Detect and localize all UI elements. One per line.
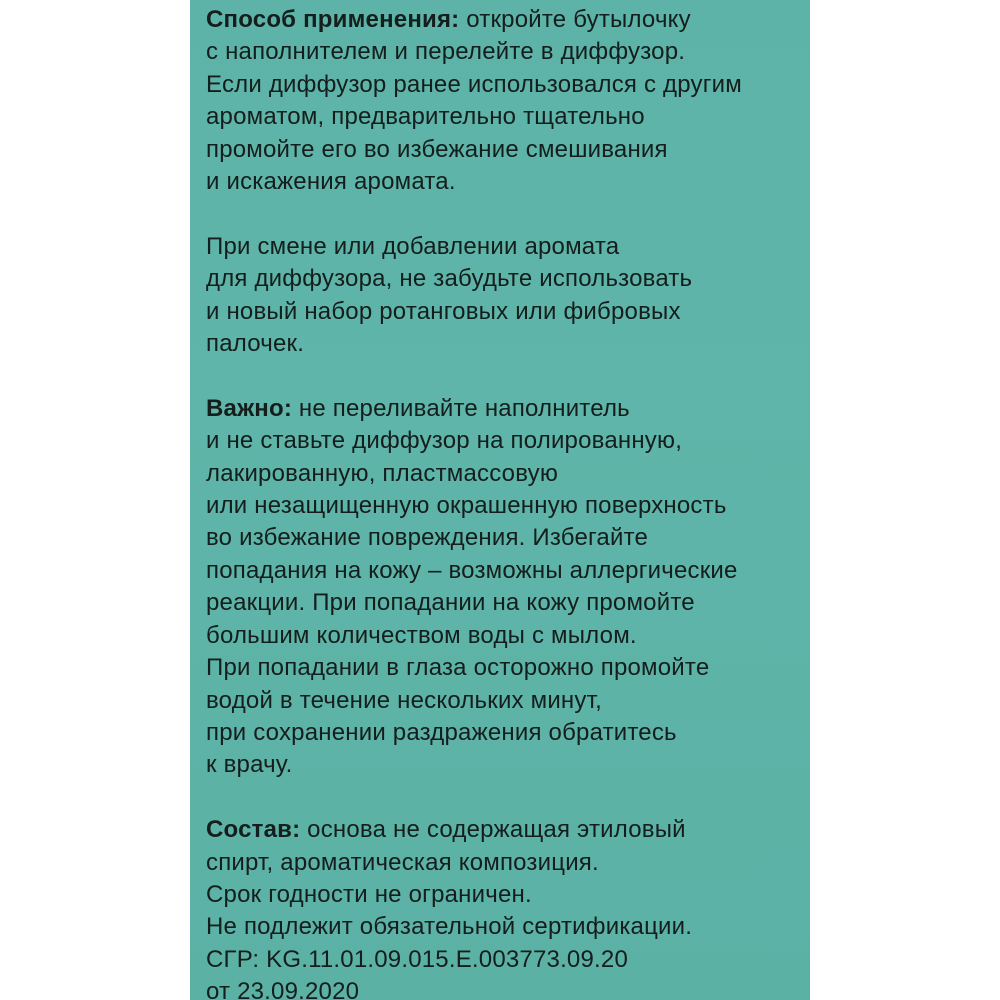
usage-section [206,4,810,198]
important-line [206,393,810,425]
important-line: и не ставьте диффузор на полированную, [206,427,683,455]
replacement-line: палочек. [206,330,305,358]
composition-section [206,814,810,1000]
important-line: При попадании в глаза осторожно промойте [206,654,710,682]
label-text [206,4,810,1000]
usage-line: ароматом, предварительно тщательно [206,103,645,131]
composition-text: основа не содержащая этиловый [307,816,686,844]
paragraph-gap [206,782,810,814]
usage-line: Если диффузор ранее использовался с другим [206,70,742,98]
usage-heading: Способ применения: [206,6,460,33]
replacement-line: При смене или добавлении аромата [206,232,620,260]
usage-line: промойте его во избежание смешивания [206,135,668,163]
usage-text: откройте бутылочку [466,6,691,33]
paragraph-gap [206,198,810,230]
important-line: реакции. При попадании на кожу промойте [206,589,695,617]
important-line: большим количеством воды с мылом. [206,621,637,649]
composition-line: спирт, ароматическая композиция. [206,848,599,876]
certification-line: Не подлежит обязательной сертификации. [206,913,693,941]
important-line: или незащищенную окрашенную поверхность [206,492,727,520]
registration-date: от 23.09.2020 [206,978,360,1000]
replacement-line: для диффузора, не забудьте использовать [206,265,693,293]
important-line: к врачу. [206,751,293,779]
shelf-life-line: Срок годности не ограничен. [206,880,532,908]
composition-heading: Состав: [206,816,301,844]
usage-line: и искажения аромата. [206,168,456,196]
replacement-line: и новый набор ротанговых или фибровых [206,297,681,325]
composition-line [206,814,810,846]
important-line: при сохранении раздражения обратитесь [206,718,677,746]
important-section [206,393,810,782]
important-line: попадания на кожу – возможны аллергические [206,556,738,584]
important-heading: Важно: [206,394,293,422]
paragraph-gap [206,360,810,392]
important-text: не переливайте наполнитель [298,394,630,422]
important-line: водой в течение нескольких минут, [206,686,602,714]
replacement-section [206,231,810,361]
usage-line: с наполнителем и перелейте в диффузор. [206,38,686,66]
registration-number: СГР: KG.11.01.09.015.E.003773.09.20 [206,945,628,973]
important-line: во избежание повреждения. Избегайте [206,524,649,552]
important-line: лакированную, пластмассовую [206,459,559,487]
product-label [190,0,810,1000]
usage-line [206,4,810,36]
